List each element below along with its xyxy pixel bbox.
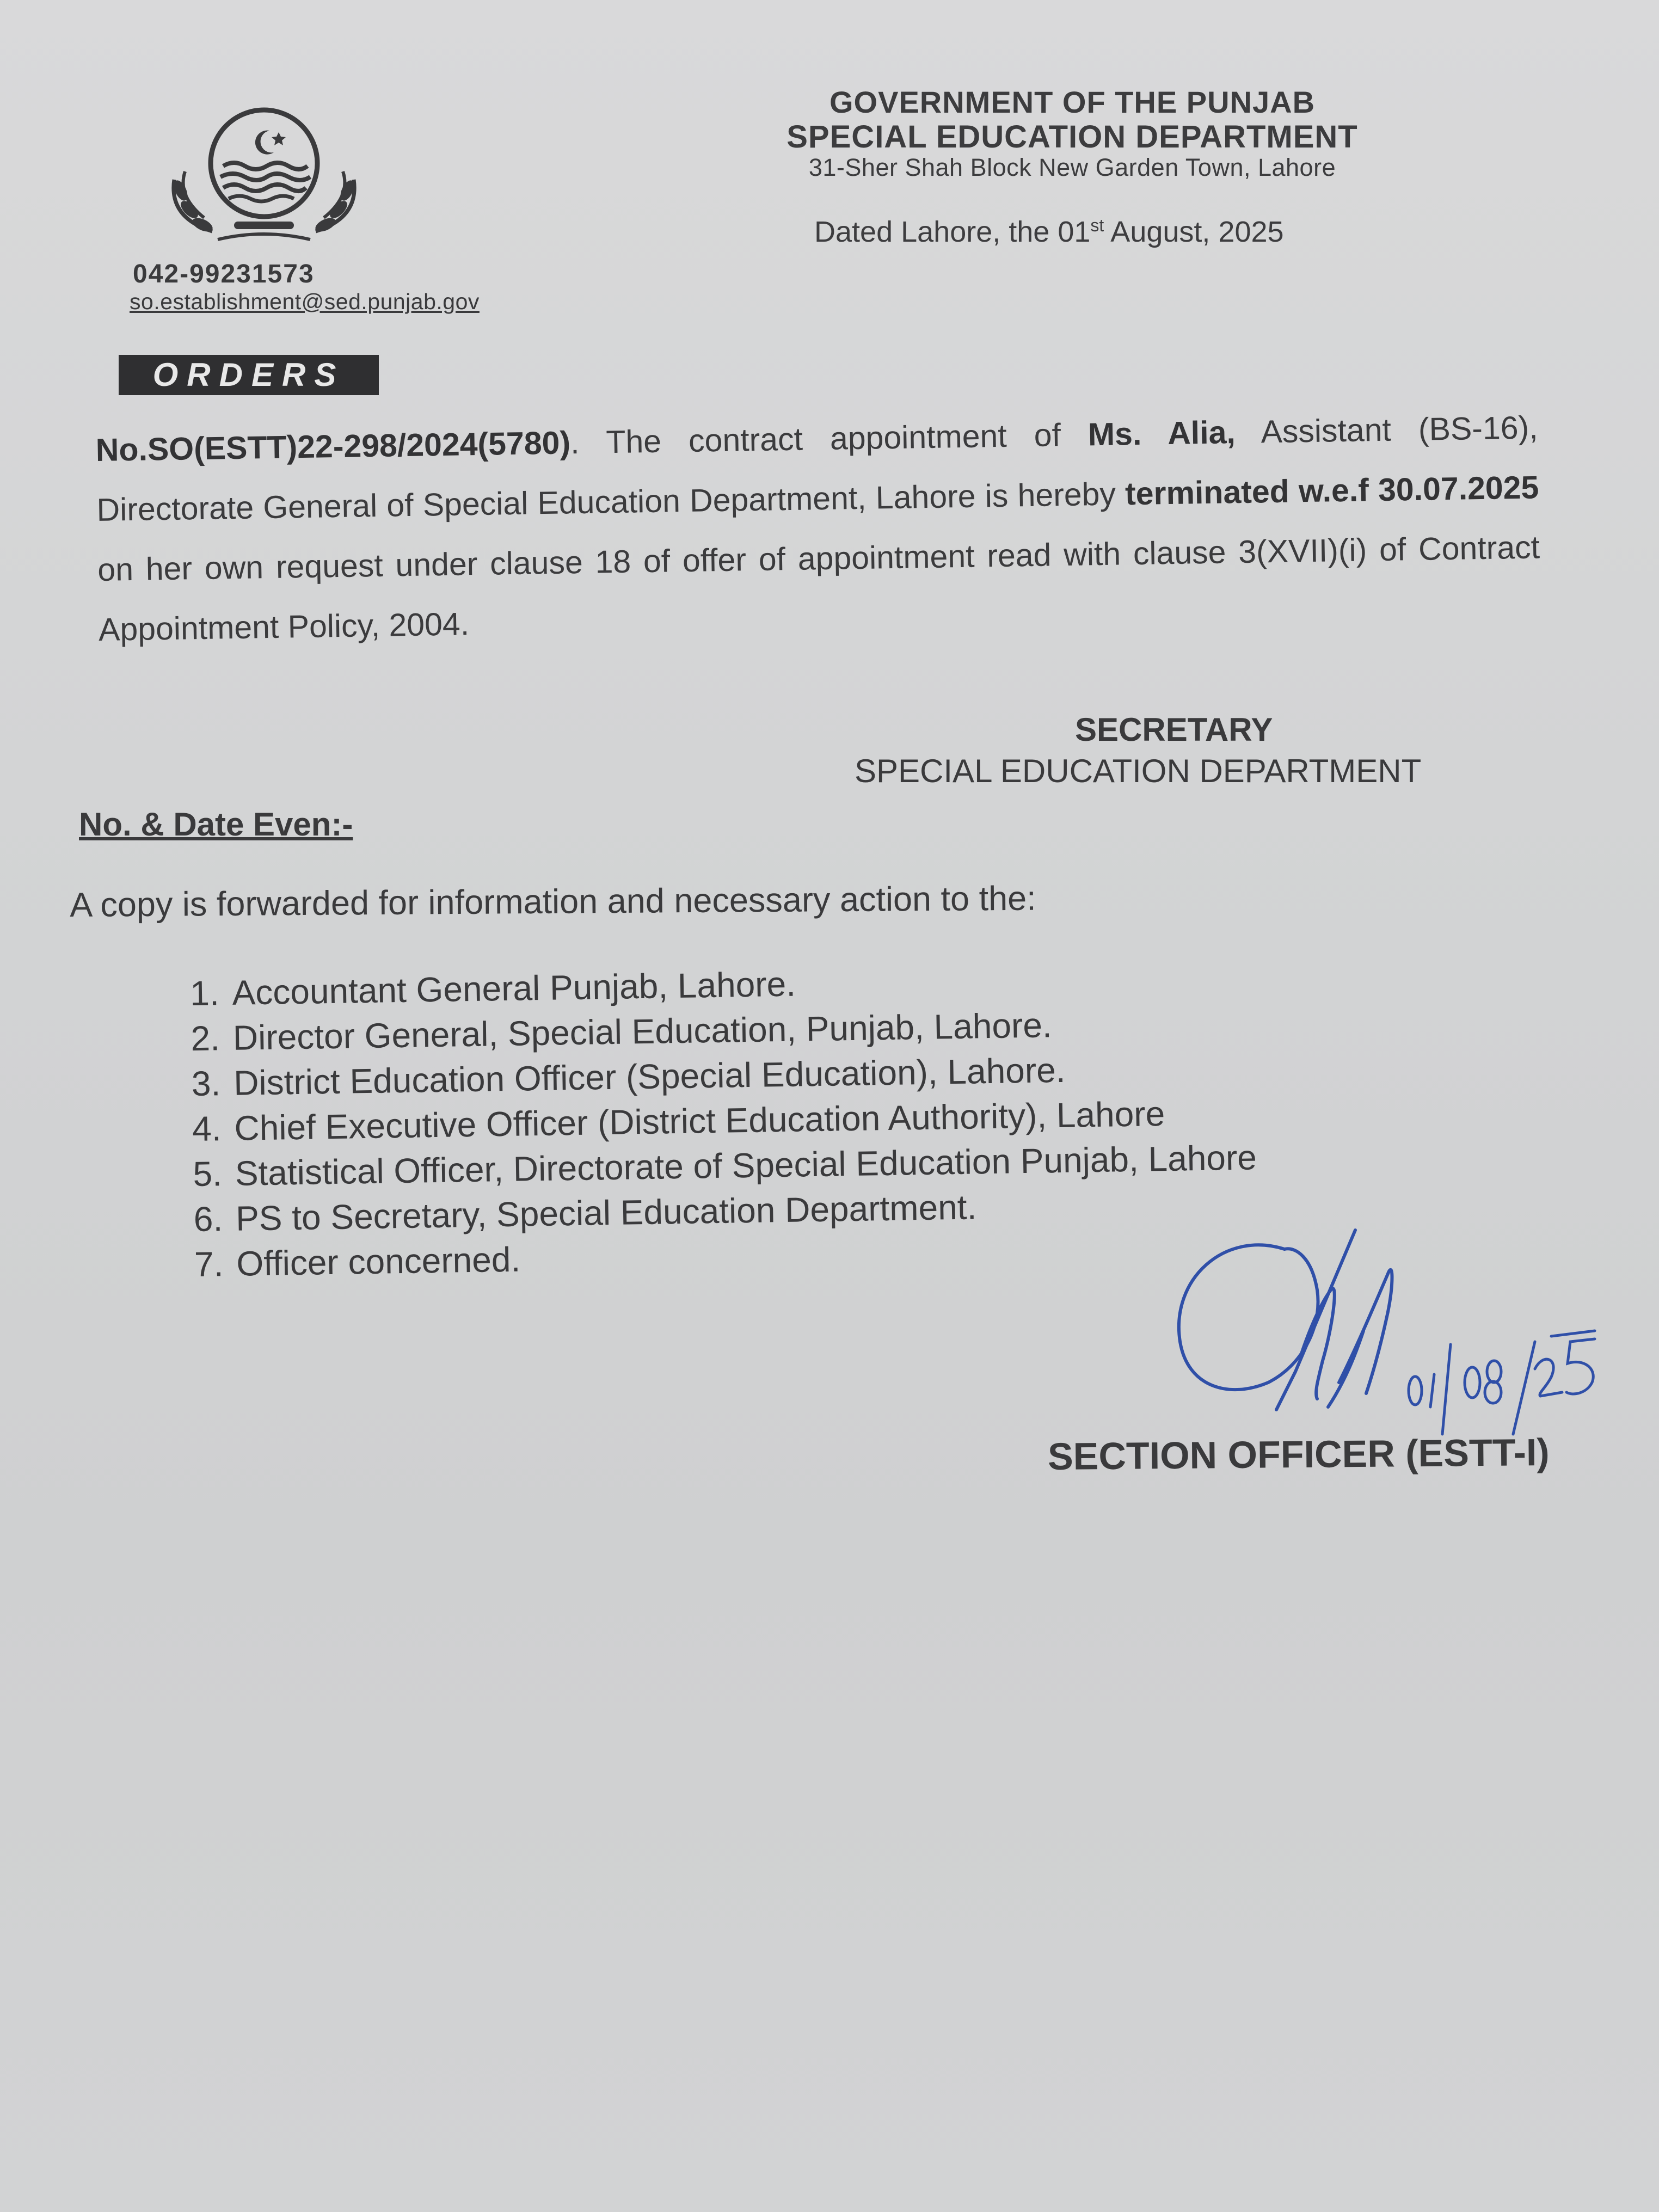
order-number: No.SO(ESTT)22-298/2024(5780) (95, 425, 571, 468)
government-punjab-emblem-icon (152, 101, 370, 259)
signatory-department: SPECIAL EDUCATION DEPARTMENT (855, 753, 1422, 789)
list-item-text: PS to Secretary, Special Education Department. (235, 1187, 977, 1238)
list-item-number: 1. (189, 973, 220, 1013)
order-text-1: . The contract appointment of (570, 416, 1089, 461)
list-item-number: 7. (194, 1244, 224, 1285)
department-heading: SPECIAL EDUCATION DEPARTMENT (787, 119, 1358, 155)
section-officer-title: SECTION OFFICER (ESTT-I) (1047, 1430, 1550, 1478)
list-item-text: Chief Executive Officer (District Education Authority), Lahore (234, 1093, 1165, 1148)
date-rest: August, 2025 (1104, 216, 1284, 248)
list-item-text: Director General, Special Education, Punjab, Lahore. (232, 1005, 1053, 1058)
list-item-number: 3. (191, 1064, 221, 1104)
recipient-list (158, 954, 1258, 1288)
phone-number: 042-99231573 (133, 260, 315, 288)
order-text-3: on her own request under clause 18 of offer of appointment read with clause 3(XVII)(i) of Contract Appointment Policy, 2004. (97, 529, 1540, 648)
no-and-date-even: No. & Date Even:- (79, 806, 353, 843)
date-ordinal-suffix: st (1090, 216, 1104, 235)
list-item-number: 4. (192, 1109, 222, 1149)
list-item-text: District Education Officer (Special Education), Lahore. (233, 1050, 1066, 1103)
order-text-2: Assistant (BS-16), Directorate General of Special Education Department, Lahore is hereby (96, 409, 1539, 528)
date-line (814, 215, 1284, 249)
list-item-number: 6. (193, 1199, 223, 1239)
list-item-number: 5. (192, 1154, 223, 1194)
list-item-text: Officer concerned. (236, 1239, 521, 1283)
employee-name: Ms. Alia, (1087, 414, 1236, 453)
order-paragraph (95, 397, 1541, 660)
copy-forwarded-intro: A copy is forwarded for information and necessary action to the: (70, 879, 1036, 924)
email-link[interactable]: so.establishment@sed.punjab.gov (130, 289, 480, 314)
government-heading: GOVERNMENT OF THE PUNJAB (829, 85, 1316, 119)
termination-clause: terminated w.e.f 30.07.2025 (1125, 469, 1539, 512)
list-item-number: 2. (191, 1018, 220, 1059)
department-address: 31-Sher Shah Block New Garden Town, Lahore (808, 153, 1336, 181)
handwritten-signature (1159, 1219, 1649, 1464)
orders-label: ORDERS (119, 355, 379, 395)
date-prefix: Dated Lahore, the 01 (814, 216, 1091, 248)
list-item-text: Statistical Officer, Directorate of Special Education Punjab, Lahore (235, 1138, 1257, 1193)
list-item-text: Accountant General Punjab, Lahore. (232, 964, 796, 1012)
signatory-title: SECRETARY (1075, 711, 1273, 748)
